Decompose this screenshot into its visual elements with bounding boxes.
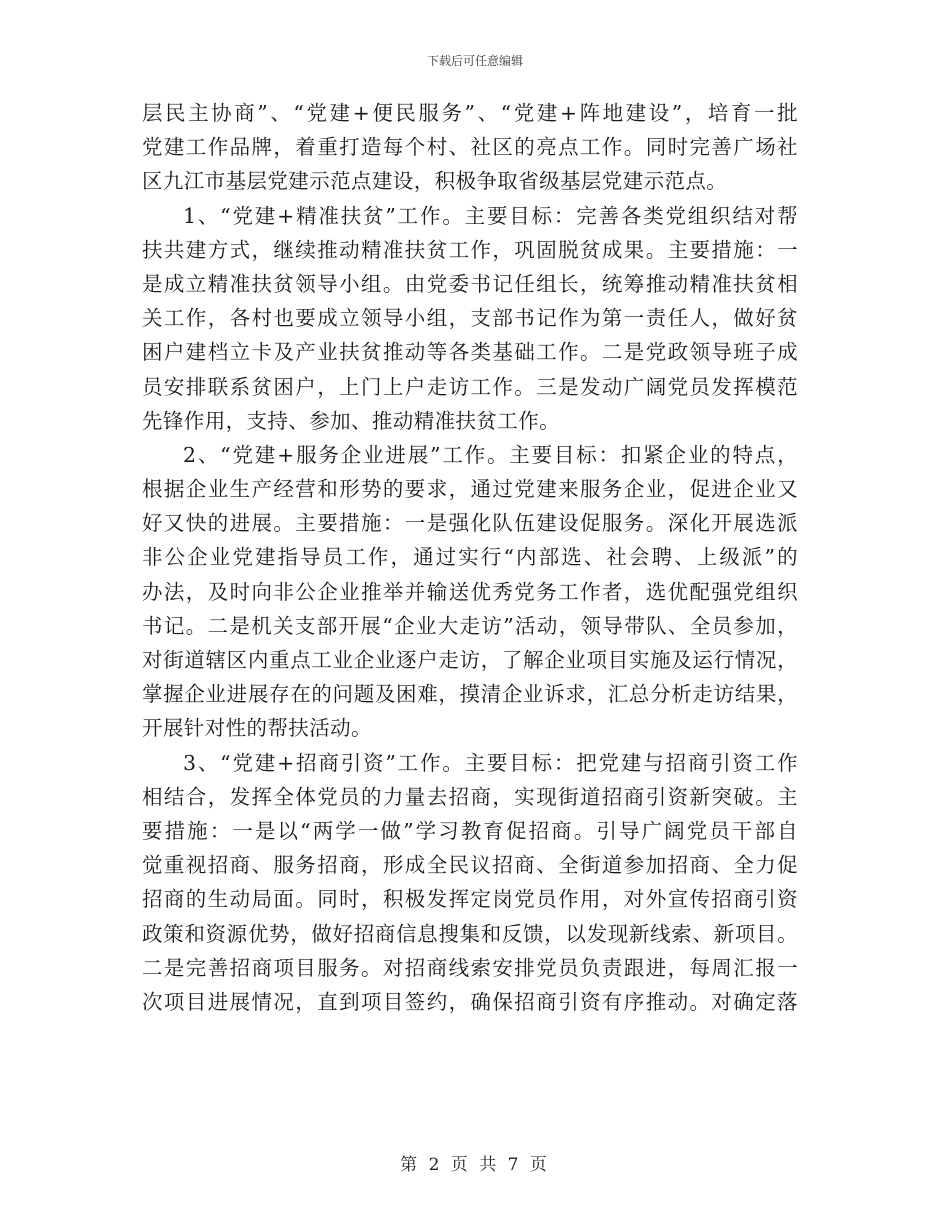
document-body [142,96,798,1019]
text-line: 是成立精准扶贫领导小组。由党委书记任组长，统筹推动精准扶贫相 [142,271,798,296]
text-line: 要措施：一是以“两学一做”学习教育促招商。引导广阔党员干部自 [142,818,798,843]
paragraph [142,746,798,1020]
paragraph [142,199,798,438]
text-line: 觉重视招商、服务招商，形成全民议招商、全街道参加招商、全力促 [142,853,798,878]
paragraph [142,438,798,746]
text-line: 次项目进展情况，直到项目签约，确保招商引资有序推动。对确定落 [142,989,798,1014]
text-line: 党建工作品牌，着重打造每个村、社区的亮点工作。同时完善广场社 [142,135,798,160]
text-line: 关工作，各村也要成立领导小组，支部书记作为第一责任人，做好贫 [142,306,798,331]
text-line: 3、“党建+招商引资”工作。主要目标：把党建与招商引资工作 [183,750,798,775]
page-number: 第 2 页 共 7 页 [400,1155,550,1175]
text-line: 好又快的进展。主要措施：一是强化队伍建设促服务。深化开展选派 [142,511,798,536]
page-header: 下载后可任意编辑 [426,54,523,68]
text-line: 二是完善招商项目服务。对招商线索安排党员负责跟进，每周汇报一 [142,955,798,980]
text-line: 掌握企业进展存在的问题及困难，摸清企业诉求，汇总分析走访结果， [142,682,798,707]
text-line: 根据企业生产经营和形势的要求，通过党建来服务企业，促进企业又 [142,477,798,502]
text-line: 扶共建方式，继续推动精准扶贫工作，巩固脱贫成果。主要措施：一 [142,237,798,262]
text-line: 相结合，发挥全体党员的力量去招商，实现街道招商引资新突破。主 [142,784,798,809]
text-line: 区九江市基层党建示范点建设，积极争取省级基层党建示范点。 [142,169,728,194]
text-line: 2、“党建+服务企业进展”工作。主要目标：扣紧企业的特点， [183,442,798,467]
text-line: 办法，及时向非公企业推举并输送优秀党务工作者，选优配强党组织 [142,579,798,604]
text-line: 先锋作用，支持、参加、推动精准扶贫工作。 [142,408,560,433]
text-line: 非公企业党建指导员工作，通过实行“内部选、社会聘、上级派”的 [142,545,798,570]
text-line: 书记。二是机关支部开展“企业大走访”活动，领导带队、全员参加， [142,613,798,638]
text-line: 开展针对性的帮扶活动。 [142,716,372,741]
text-line: 招商的生动局面。同时，积极发挥定岗党员作用，对外宣传招商引资 [142,887,798,912]
text-line: 1、“党建+精准扶贫”工作。主要目标：完善各类党组织结对帮 [183,203,798,228]
text-line: 政策和资源优势，做好招商信息搜集和反馈，以发现新线索、新项目。 [142,921,798,946]
text-line: 对街道辖区内重点工业企业逐户走访，了解企业项目实施及运行情况， [142,648,798,672]
paragraph [142,96,798,199]
text-line: 困户建档立卡及产业扶贫推动等各类基础工作。二是党政领导班子成 [142,340,798,365]
text-line: 层民主协商”、“党建+便民服务”、“党建+阵地建设”，培育一批 [142,101,798,125]
text-line: 员安排联系贫困户，上门上户走访工作。三是发动广阔党员发挥模范 [142,374,798,399]
